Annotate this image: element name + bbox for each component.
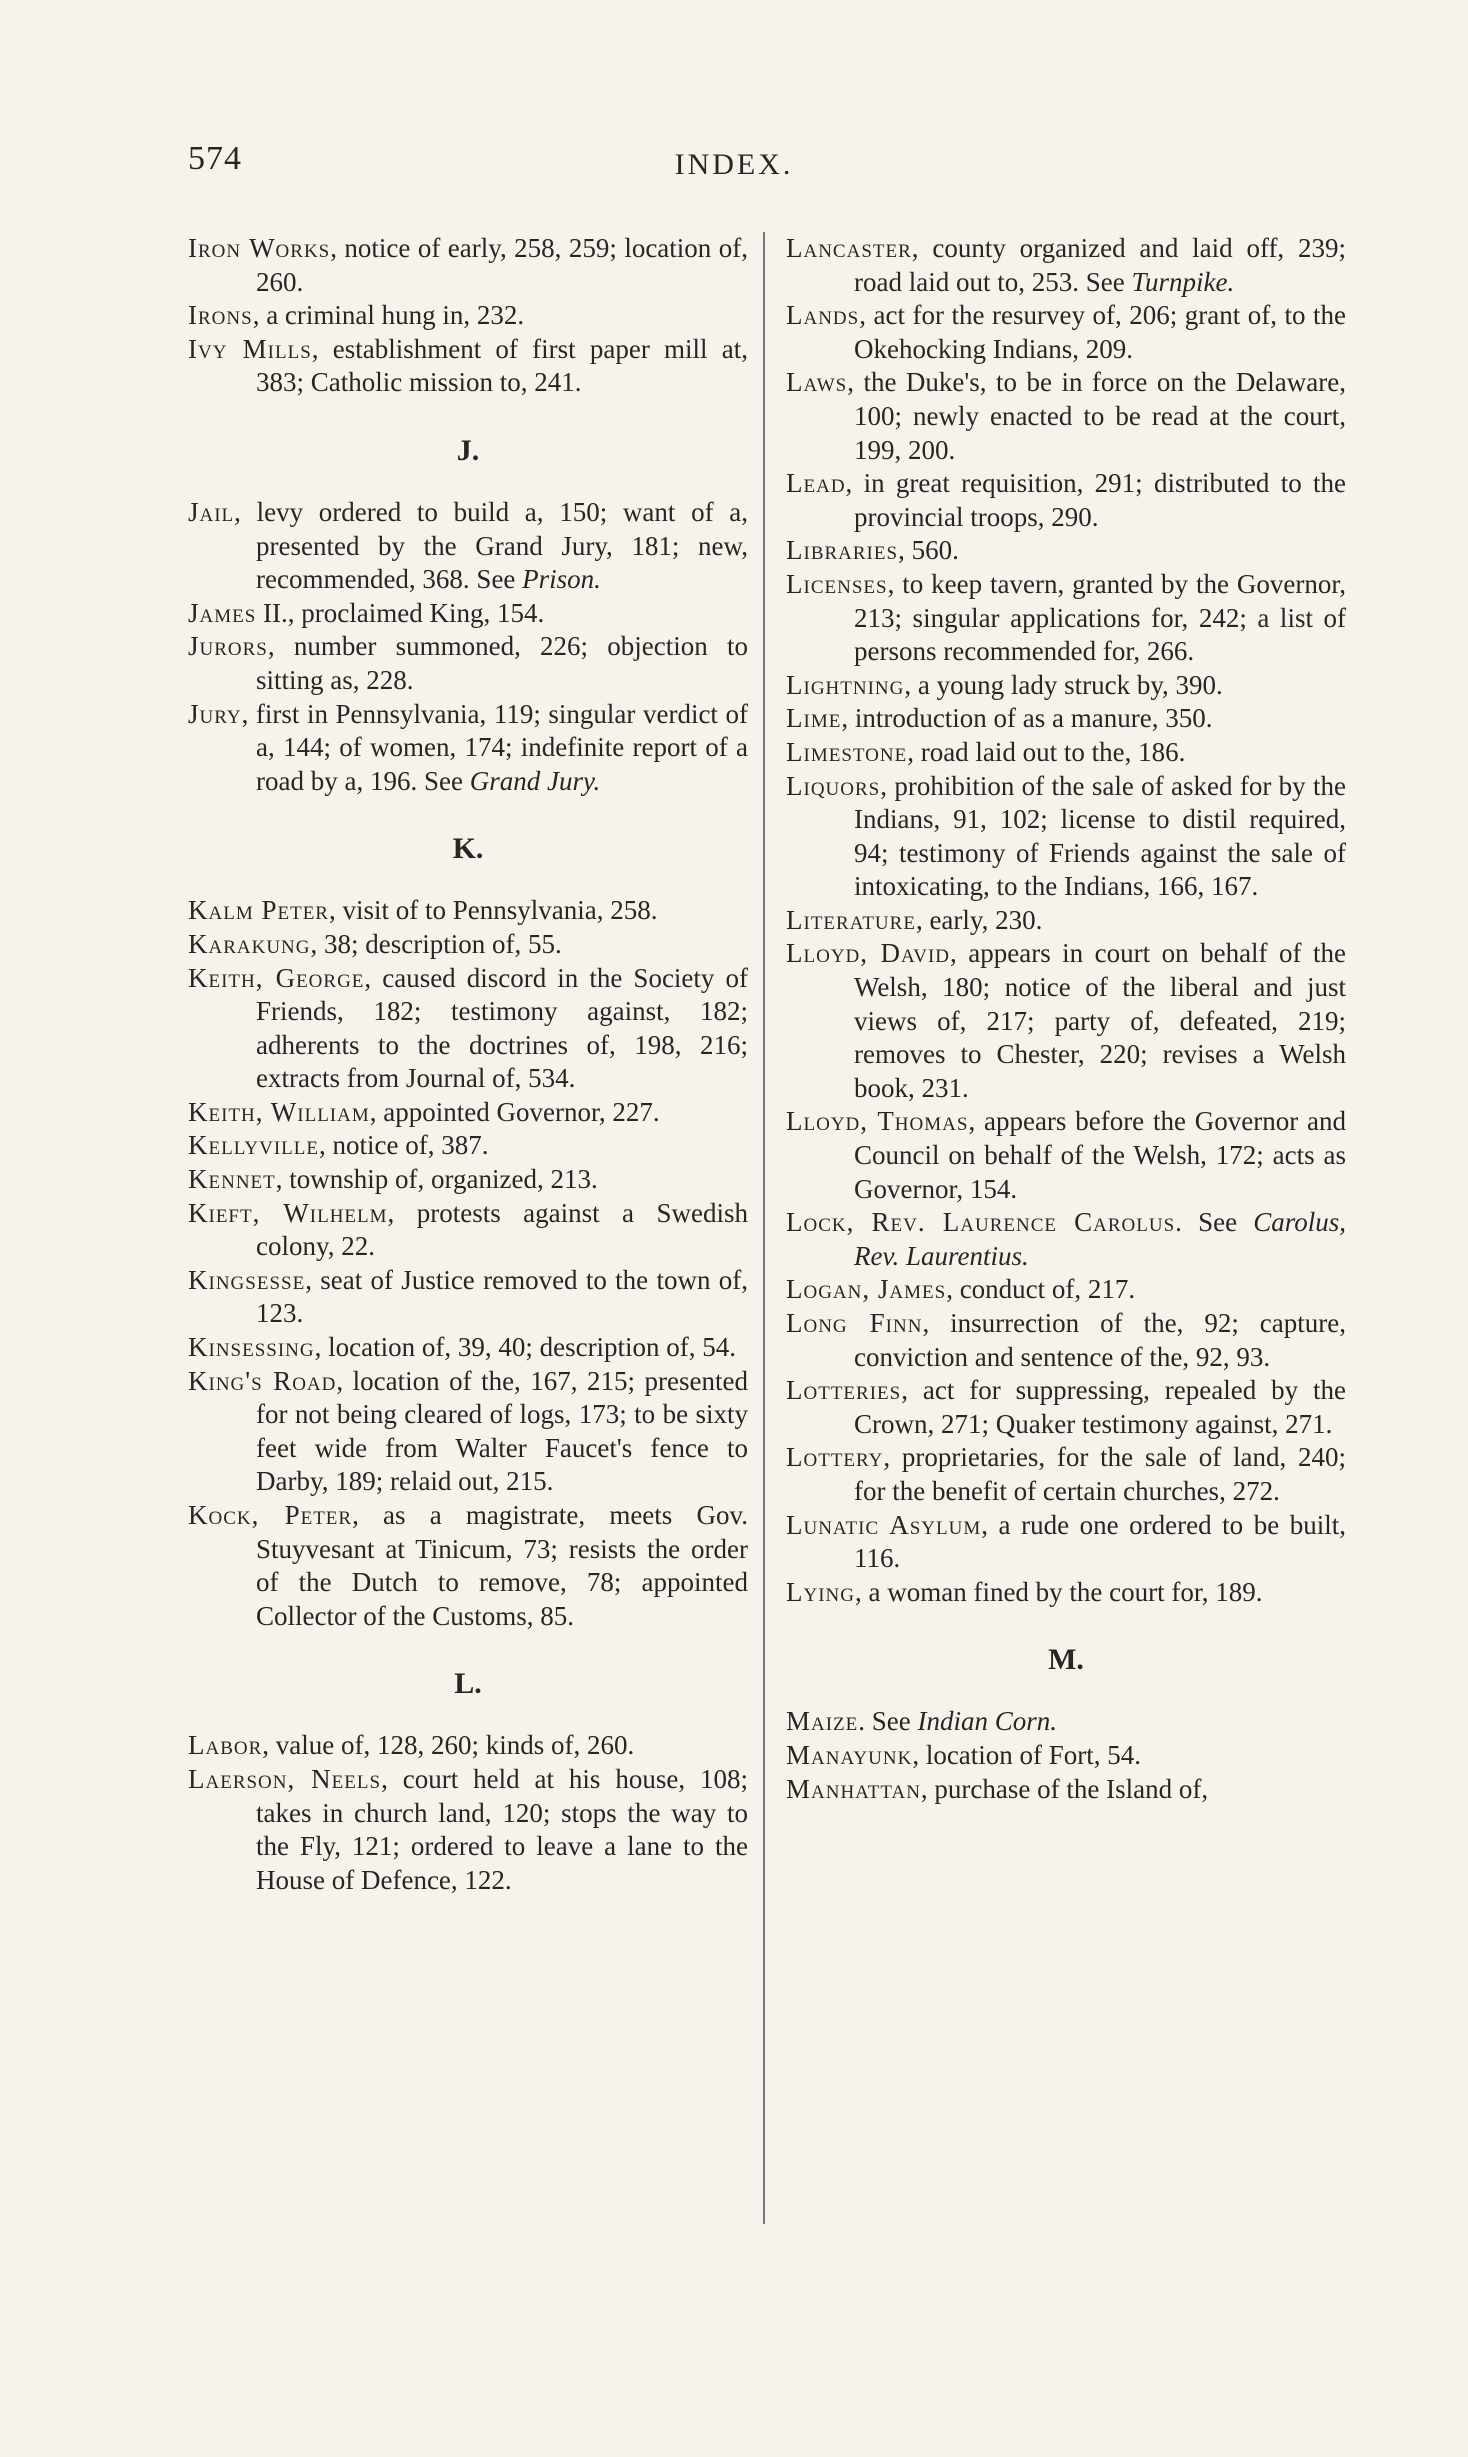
index-entry-text: , seat of Justice removed to the town of, 123. <box>256 1264 748 1329</box>
index-entry-heading: Kock, Peter <box>188 1500 353 1530</box>
index-entry <box>786 1441 1346 1508</box>
index-entry-text: , a rude one ordered to be built, 116. <box>854 1509 1346 1574</box>
index-entry <box>786 669 1346 703</box>
index-entry-text: , location of the, 167, 215; presented for not being cleared of logs, 173; to be sixty feet wide from Walter Faucet's fence to Darby, 189; relaid out, 215. <box>256 1365 749 1497</box>
index-entry <box>188 1129 748 1163</box>
index-entry-heading: Lightning <box>786 669 905 700</box>
index-entry <box>188 962 748 1096</box>
index-entry <box>786 568 1346 669</box>
section-letter: L. <box>454 1667 482 1701</box>
index-entry-heading: Kalm Peter <box>188 895 329 926</box>
index-entry-heading: Long Finn <box>786 1308 923 1338</box>
index-entry-text: , appears before the Governor and Council on behalf of the Welsh, 172; acts as Governor, 154. <box>854 1106 1346 1204</box>
index-entry <box>786 467 1346 534</box>
index-entry <box>188 1096 748 1130</box>
index-entry <box>786 937 1346 1105</box>
index-entry-heading: Laws <box>786 367 848 398</box>
index-entry-heading: Maize <box>786 1706 859 1737</box>
index-entry-heading: Limestone <box>786 736 908 767</box>
index-entry <box>188 1331 748 1365</box>
index-entry-heading: James <box>188 597 257 628</box>
index-entry-heading: Literature <box>786 904 916 935</box>
index-entry-text: , appears in court on behalf of the Welsh, 180; notice of the liberal and just views of, 217; party of, defeated, 219; removes to Chester, 220; revises a Welsh book, 231. <box>854 938 1346 1103</box>
index-entry-text: , proprietaries, for the sale of land, 240; for the benefit of certain churches, 272. <box>854 1442 1346 1506</box>
index-entry-heading: Licenses <box>786 568 888 599</box>
index-entry <box>786 904 1346 938</box>
index-entry-heading: Kingsesse <box>188 1264 306 1295</box>
index-entry-text: , value of, 128, 260; kinds of, 260. <box>262 1730 635 1761</box>
index-entry-crossref: Grand Jury. <box>469 765 601 796</box>
index-entry-heading: Kellyville <box>188 1130 320 1161</box>
index-entry <box>188 894 748 928</box>
index-entry-heading: Irons <box>188 300 253 331</box>
index-entry-text: , in great requisition, 291; distributed to the provincial troops, 290. <box>845 468 1346 532</box>
index-entry <box>188 1499 748 1633</box>
index-entry-text: , 560. <box>898 535 959 566</box>
index-entry <box>188 1197 748 1264</box>
index-entry-heading: Lead <box>786 468 846 499</box>
index-entry-text: , to keep tavern, granted by the Governor, 213; singular applications for, 242; a list of persons recommended for, 266. <box>854 568 1346 667</box>
index-entry-crossref: Indian Corn. <box>917 1706 1058 1737</box>
index-entry-heading: Iron Works <box>188 233 331 263</box>
index-entry <box>786 770 1346 904</box>
index-entry-text: , purchase of the Island of, <box>920 1773 1209 1804</box>
index-entry-text: , a young lady struck by, 390. <box>904 669 1223 700</box>
index-entry-heading: Lock, Rev. Laurence Carolus <box>786 1207 1176 1238</box>
index-entry-heading: Lottery <box>786 1442 884 1473</box>
index-entry-text: , notice of, 387. <box>319 1130 489 1161</box>
index-entry-heading: Lancaster <box>786 233 912 263</box>
index-entry-heading: Manhattan <box>786 1773 921 1804</box>
index-entry-crossref: Turnpike. <box>1131 266 1235 297</box>
index-entry-text: . See <box>1175 1207 1254 1238</box>
index-entry <box>188 299 748 333</box>
index-entry <box>786 1509 1346 1576</box>
index-entry <box>188 597 748 631</box>
index-entry-heading: Karakung <box>188 928 311 959</box>
index-entry-text: , act for suppressing, repealed by the Crown, 271; Quaker testimony against, 271. <box>854 1375 1346 1439</box>
index-entry <box>188 496 748 597</box>
index-entry <box>786 1206 1346 1273</box>
index-entry-heading: Liquors <box>786 770 881 801</box>
index-entry-text: , a woman fined by the court for, 189. <box>854 1576 1263 1607</box>
index-entry <box>786 232 1346 299</box>
index-entry-text: , a criminal hung in, 232. <box>252 300 525 331</box>
index-entry-text: , location of Fort, 54. <box>912 1739 1142 1770</box>
index-entry <box>786 1773 1346 1807</box>
index-entry-text: , act for the resurvey of, 206; grant of, to the Okehocking Indians, 209. <box>854 300 1346 364</box>
index-entry-text: , levy ordered to build a, 150; want of a, presented by the Grand Jury, 181; new, recommended, 368. See <box>234 496 748 595</box>
index-entry-heading: Keith, William <box>188 1096 370 1127</box>
index-entry-heading: Labor <box>188 1730 263 1761</box>
index-entry-heading: Lying <box>786 1576 855 1607</box>
index-entry-heading: Lotteries <box>786 1375 902 1406</box>
index-entry-heading: Jail <box>188 496 235 527</box>
index-entry-text: . See <box>858 1706 918 1737</box>
index-entry <box>786 702 1346 736</box>
index-entry-text: , conduct of, 217. <box>946 1274 1136 1305</box>
index-entry-crossref: Carolus, Rev. Laurentius. <box>854 1207 1346 1271</box>
index-entry-text: , caused discord in the Society of Friends, 182; testimony against, 182; adherents to the doctrines of, 198, 216; extracts from Journal of, 534. <box>256 962 748 1094</box>
index-entry-heading: King's Road <box>188 1365 337 1396</box>
index-entry-heading: Ivy Mills <box>188 333 312 364</box>
section-letter: J. <box>456 433 480 467</box>
index-entry-text: , establishment of first paper mill at, 383; Catholic mission to, 241. <box>256 333 748 398</box>
index-entry <box>786 1705 1346 1739</box>
index-entry <box>188 1763 748 1897</box>
index-entry-heading: Jury <box>188 698 242 729</box>
index-entry-heading: Lunatic Asylum <box>786 1509 982 1540</box>
index-entry-text: , first in Pennsylvania, 119; singular verdict of a, 144; of women, 174; indefinite report of a road by a, 196. See <box>241 698 748 796</box>
index-entry-text: , county organized and laid off, 239; road laid out to, 253. See <box>854 233 1346 297</box>
index-entry <box>188 1729 748 1763</box>
index-entry-heading: Lime <box>786 703 842 734</box>
section-letter: M. <box>1048 1643 1084 1677</box>
index-entry-text: , prohibition of the sale of asked for by the Indians, 91, 102; license to distil required, 94; testimony of Friends against the sale of intoxicating, to the Indians, 166, 167. <box>854 770 1346 902</box>
index-entry <box>786 1374 1346 1441</box>
index-entry-text: , township of, organized, 213. <box>275 1164 598 1195</box>
index-entry-text: II., proclaimed King, 154. <box>256 597 545 628</box>
section-letter: K. <box>452 832 484 866</box>
index-entry <box>786 1576 1346 1610</box>
index-entry-text: , court held at his house, 108; takes in church land, 120; stops the way to the Fly, 121; ordered to leave a lane to the House of Defence, 122. <box>256 1763 749 1895</box>
index-entry-heading: Laerson, Neels <box>188 1763 382 1794</box>
index-entry-heading: Lloyd, David <box>786 938 951 969</box>
index-entry-text: , introduction of as a manure, 350. <box>841 703 1213 734</box>
index-entry <box>188 698 748 799</box>
index-entry-heading: Keith, George <box>188 962 365 993</box>
index-entry-text: , as a magistrate, meets Gov. Stuyvesant at Tinicum, 73; resists the order of the Dutch to remove, 78; appointed Collector of the Customs, 85. <box>256 1500 748 1631</box>
index-entry <box>188 928 748 962</box>
index-entry-crossref: Prison. <box>522 564 601 595</box>
index-entry-heading: Libraries <box>786 535 899 566</box>
index-entry <box>786 1273 1346 1307</box>
index-entry <box>786 1739 1346 1773</box>
index-entry-heading: Kinsessing <box>188 1332 315 1363</box>
index-entry-text: , early, 230. <box>915 904 1043 935</box>
column-divider <box>763 232 765 2224</box>
index-entry-text: , protests against a Swedish colony, 22. <box>256 1197 748 1262</box>
index-entry <box>188 333 748 400</box>
index-entry-text: , notice of early, 258, 259; location of, 260. <box>256 233 748 297</box>
index-entry-heading: Kieft, Wilhelm <box>188 1197 388 1228</box>
index-entry-heading: Jurors <box>188 631 268 662</box>
index-entry <box>188 630 748 697</box>
index-entry <box>786 1105 1346 1206</box>
running-head: INDEX. <box>674 148 794 181</box>
index-entry-text: , 38; description of, 55. <box>310 928 562 959</box>
index-entry-heading: Lloyd, Thomas <box>786 1106 969 1137</box>
index-entry-text: , the Duke's, to be in force on the Delaware, 100; newly enacted to be read at the court, 199, 200. <box>847 367 1346 465</box>
index-entry <box>188 1365 748 1499</box>
index-entry-text: , insurrection of the, 92; capture, conviction and sentence of the, 92, 93. <box>854 1308 1346 1372</box>
index-entry <box>786 299 1346 366</box>
index-entry <box>188 1264 748 1331</box>
index-entry-heading: Logan, James <box>786 1274 947 1305</box>
index-entry <box>786 366 1346 467</box>
index-column-right <box>786 232 1346 1806</box>
index-entry-text: , appointed Governor, 227. <box>369 1096 660 1127</box>
index-entry-heading: Lands <box>786 300 860 331</box>
index-column-left <box>188 232 748 1897</box>
index-entry-text: , road laid out to the, 186. <box>907 736 1186 767</box>
index-entry <box>786 1307 1346 1374</box>
index-entry-heading: Manayunk <box>786 1739 913 1770</box>
index-entry-heading: Kennet <box>188 1164 276 1195</box>
index-entry <box>188 1163 748 1197</box>
index-entry <box>786 736 1346 770</box>
index-entry-text: , visit of to Pennsylvania, 258. <box>328 895 658 926</box>
index-entry <box>188 232 748 299</box>
index-entry-text: , location of, 39, 40; description of, 54. <box>314 1332 737 1363</box>
index-entry-text: , number summoned, 226; objection to sitting as, 228. <box>256 631 748 695</box>
page-number: 574 <box>188 140 242 177</box>
index-entry <box>786 534 1346 568</box>
